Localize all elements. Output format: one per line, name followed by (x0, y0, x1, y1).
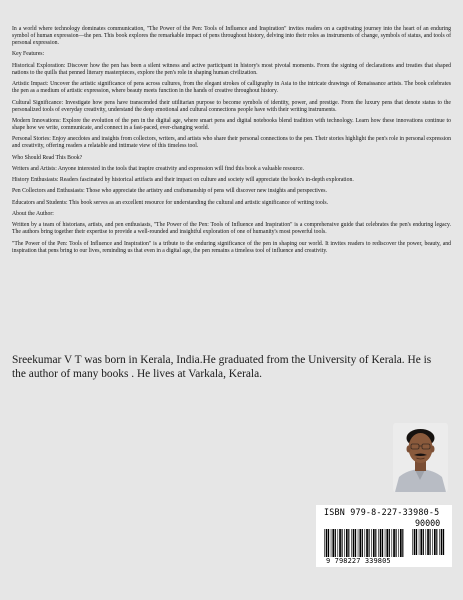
feature-modern: Modern Innovations: Explore the evolution of the pen in the digital age, where smart pens and digital notebooks blend tradition with technology. Learn how these innovations continue to shape how we write, communicate, and connect in a fast-paced, ever-changing world. (12, 117, 451, 131)
author-photo (393, 423, 448, 492)
price-code: 90000 (415, 518, 441, 528)
about-heading: About the Author: (12, 211, 54, 218)
about-text: Written by a team of historians, artists, and pen enthusiasts, "The Power of the Pen: Tools of Influence and Inspiration" is a comprehensive guide that celebrates the pen's enduring legacy. The authors bring together their expertise to provide a well-rounded and insightful exploration of one of humanity's most powerful tools. (12, 222, 451, 236)
author-portrait-image (393, 423, 448, 492)
closing-paragraph: "The Power of the Pen: Tools of Influence and Inspiration" is a tribute to the enduring significance of the pen in shaping our world. It invites readers to rediscover the power, beauty, and inspiration that pens bring to our lives, reminding us that even in a digital age, the pen remains a timeless tool of influence and creativity. (12, 240, 451, 254)
audience-educators: Educators and Students: This book serves as an excellent resource for understanding the cultural and artistic significance of writing tools. (12, 199, 329, 206)
audience-heading: Who Should Read This Book? (12, 154, 83, 161)
key-features-heading: Key Features: (12, 51, 45, 58)
feature-artistic: Artistic Impact: Uncover the artistic significance of pens across cultures, from the elegant strokes of calligraphy in Asia to the intricate drawings of Renaissance artists. The book celebrates the pen as a medium of artistic expression, where beauty meets function in the hands of creative throughout history. (12, 81, 451, 95)
audience-history: History Enthusiasts: Readers fascinated by historical artifacts and their impact on culture and society will appreciate the book's in-depth exploration. (12, 177, 354, 184)
back-cover-blurb (12, 26, 451, 259)
audience-collectors: Pen Collectors and Enthusiasts: Those who appreciate the artistry and craftsmanship of pens will discover new insights and perspectives. (12, 188, 327, 195)
blurb-intro: In a world where technology dominates communication, "The Power of the Pen: Tools of Influence and Inspiration" invites readers on a captivating journey into the heart of an enduring symbol of human expression—the pen. This book explores the remarkable impact of pens throughout history, delving into their roles as instruments of change, symbols of status, and tools of personal expression. (12, 26, 451, 47)
feature-historical: Historical Exploration: Discover how the pen has been a silent witness and active participant in history's most pivotal moments. From the signing of declarations and treaties that shaped nations to the quills that penned literary masterpieces, explore the pen's role in shaping human civilization. (12, 62, 451, 76)
barcode-digits: 9 798227 339805 (326, 557, 391, 565)
author-bio: Sreekumar V T was born in Kerala, India.He graduated from the University of Kerala. He is the author of many books . He lives at Varkala, Kerala. (12, 354, 432, 380)
feature-personal: Personal Stories: Enjoy anecdotes and insights from collectors, writers, and artists who share their personal connections to the pen. Their stories highlight the pen's role in personal expression and creativity, offering readers a relatable and intimate view of this timeless tool. (12, 136, 451, 150)
isbn-barcode (316, 505, 452, 567)
audience-writers: Writers and Artists: Anyone interested in the tools that inspire creativity and expression will find this book a valuable resource. (12, 165, 304, 172)
feature-cultural: Cultural Significance: Investigate how pens have transcended their utilitarian purpose to become symbols of identity, power, and prestige. From the luxury pens that denote status to the personalized tools of everyday creativity, understand the deep emotional and cultural connections people have with their writing instruments. (12, 99, 451, 113)
isbn-number: ISBN 979-8-227-33980-5 (324, 507, 440, 517)
